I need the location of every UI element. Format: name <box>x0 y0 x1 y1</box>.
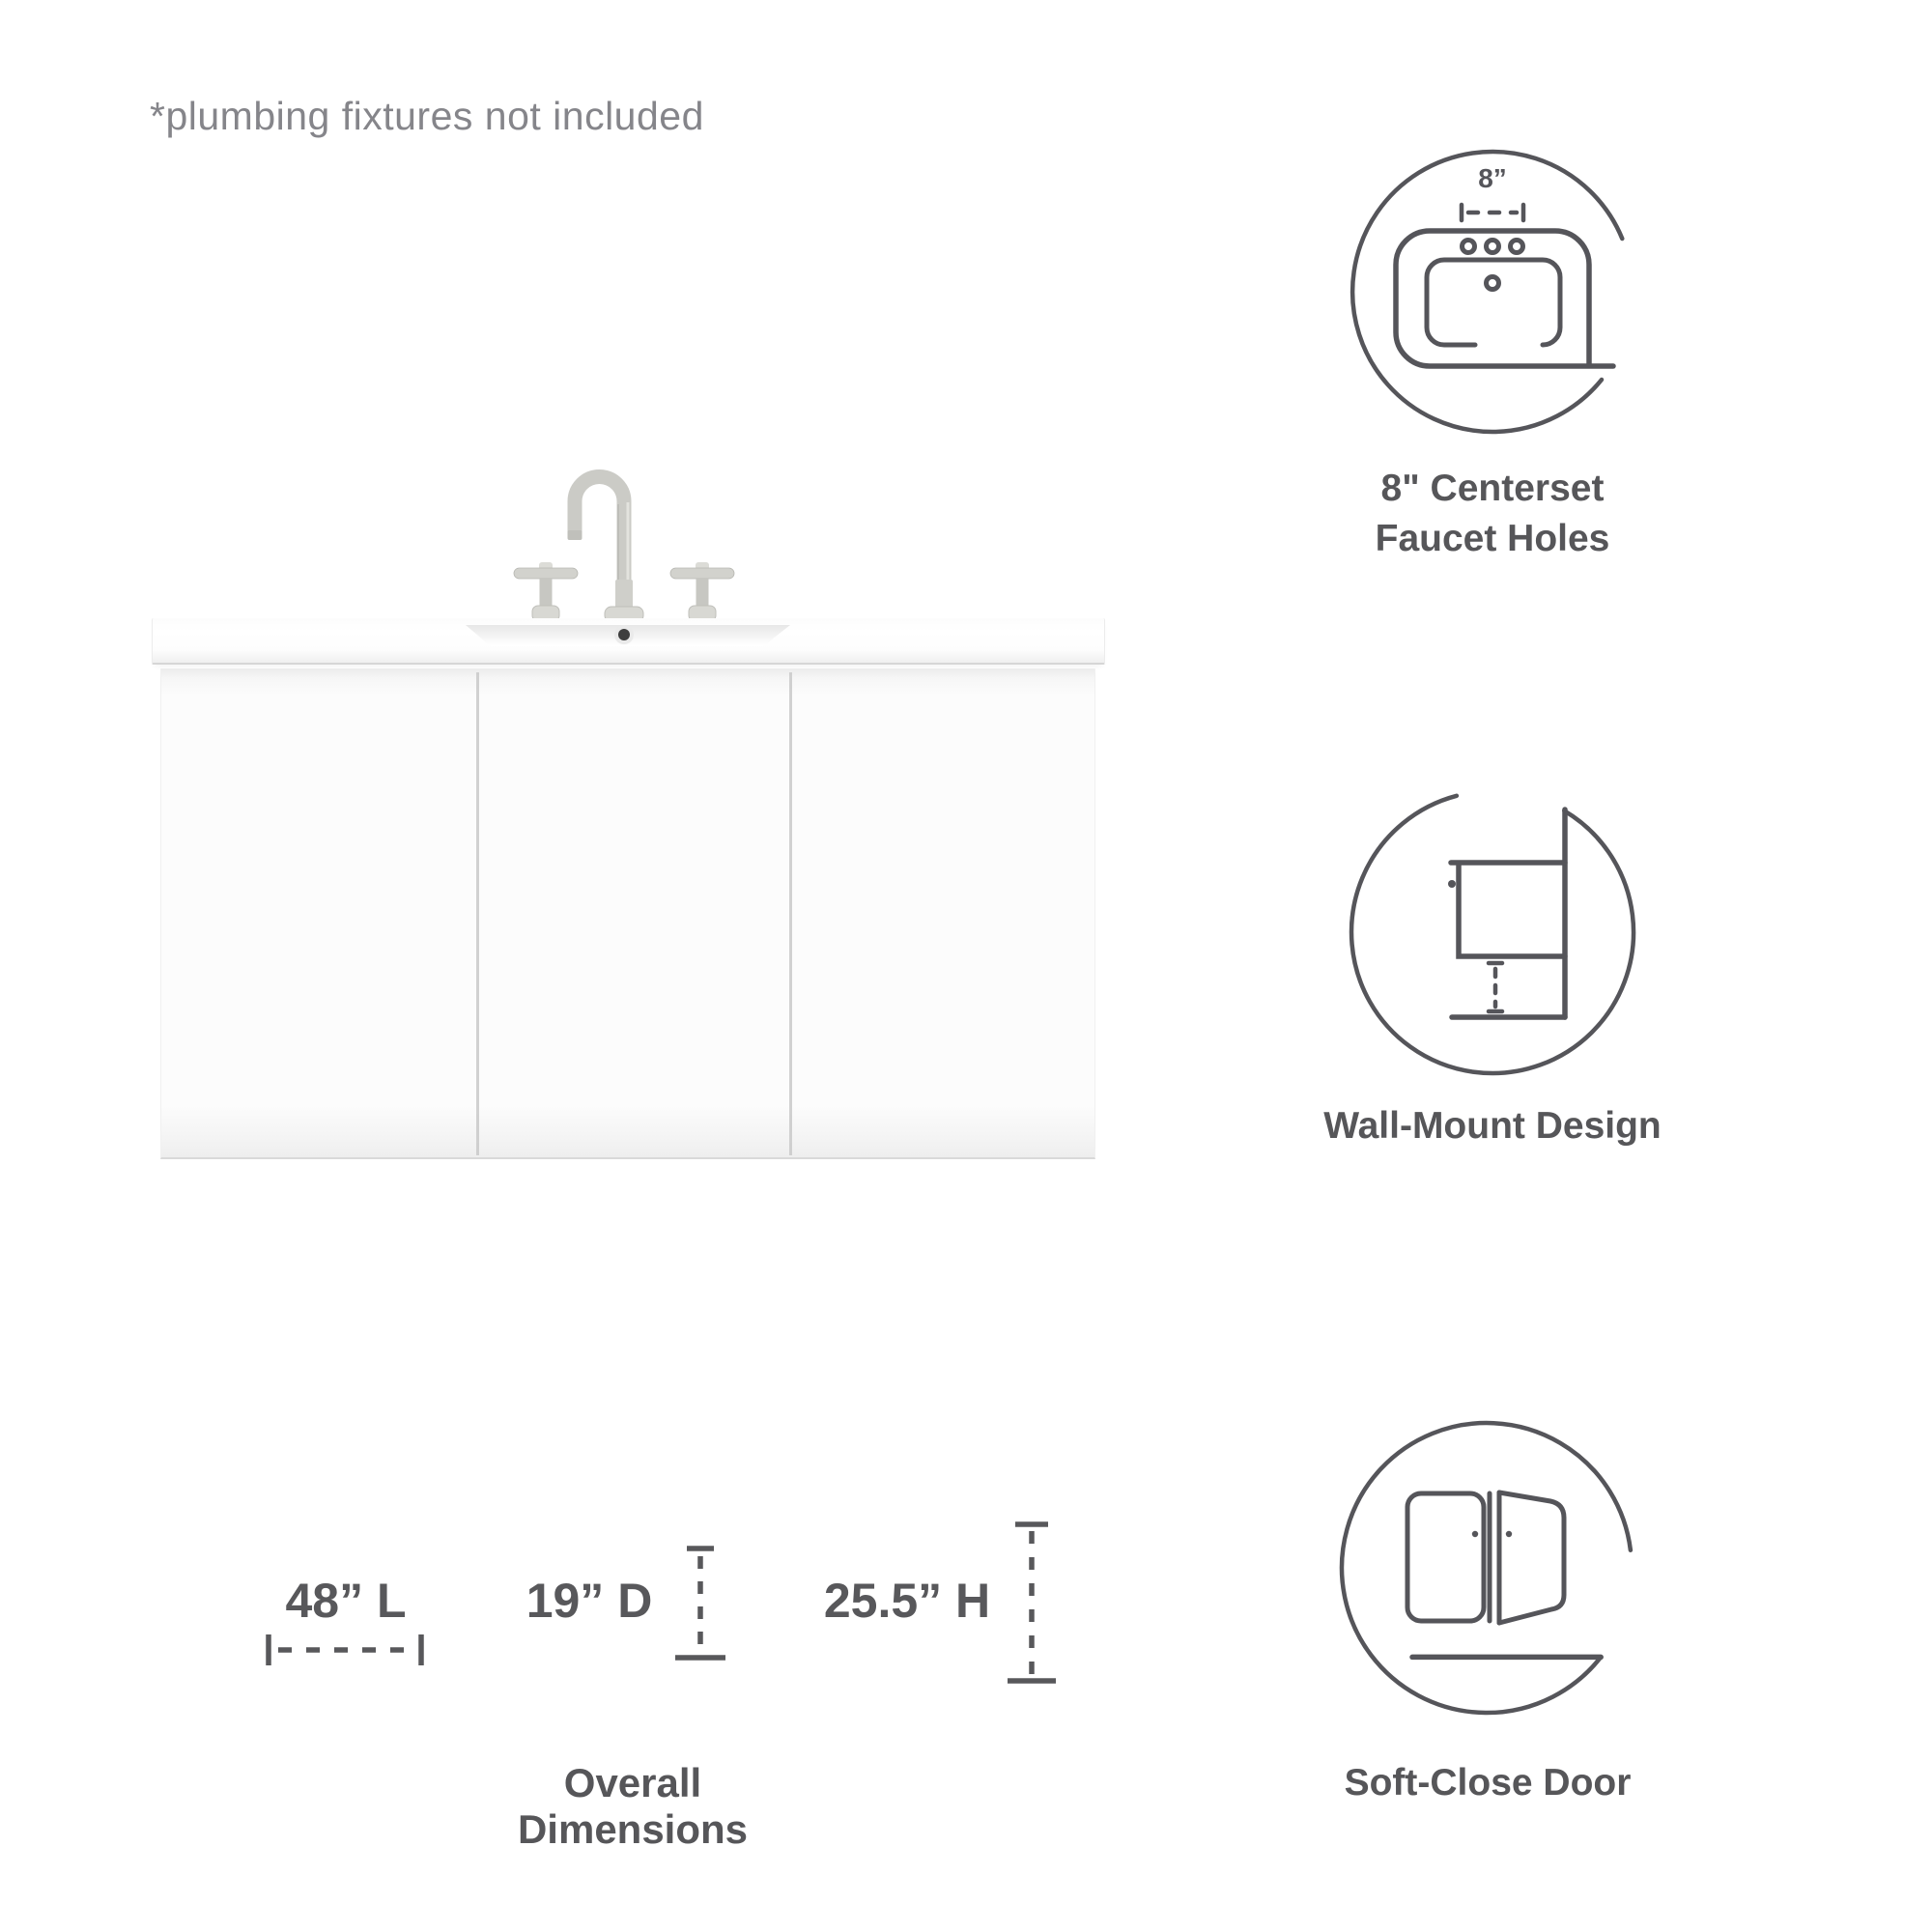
vanity-cabinet <box>160 668 1095 1159</box>
faucet-handle-right <box>670 562 734 621</box>
feature-label-line: Faucet Holes <box>1375 518 1610 559</box>
faucet-handle-left <box>514 562 578 621</box>
wall-mount-design-icon <box>1348 787 1637 1077</box>
icon-dimension-label: 8” <box>1478 163 1507 193</box>
disclaimer-note: *plumbing fixtures not included <box>150 94 704 138</box>
centerset-faucet-holes-icon <box>1348 147 1637 437</box>
feature-label-line: Soft-Close Door <box>1344 1762 1632 1804</box>
feature-label-wall-mount <box>1251 1101 1734 1151</box>
cabinet-door-left <box>161 668 476 1157</box>
feature-label-line: 8" Centerset <box>1380 468 1605 509</box>
door-seam <box>476 672 479 1155</box>
door-seam <box>789 672 792 1155</box>
soft-close-door-icon <box>1337 1418 1638 1719</box>
length-dimension-label: 48” L <box>285 1574 407 1628</box>
faucet-icon <box>502 460 753 624</box>
feature-label-line: Wall-Mount Design <box>1323 1105 1662 1147</box>
overflow-hole <box>618 629 630 640</box>
length-dimension-line <box>269 1634 421 1665</box>
overall-dimensions-caption: Overall Dimensions <box>517 1760 749 1852</box>
feature-label-centerset <box>1251 464 1734 564</box>
feature-label-soft-close <box>1246 1758 1729 1808</box>
cabinet-door-center <box>478 668 789 1157</box>
depth-dimension-label: 19” D <box>526 1574 653 1628</box>
cabinet-door-right <box>791 668 1094 1157</box>
height-dimension-label: 25.5” H <box>823 1574 991 1628</box>
